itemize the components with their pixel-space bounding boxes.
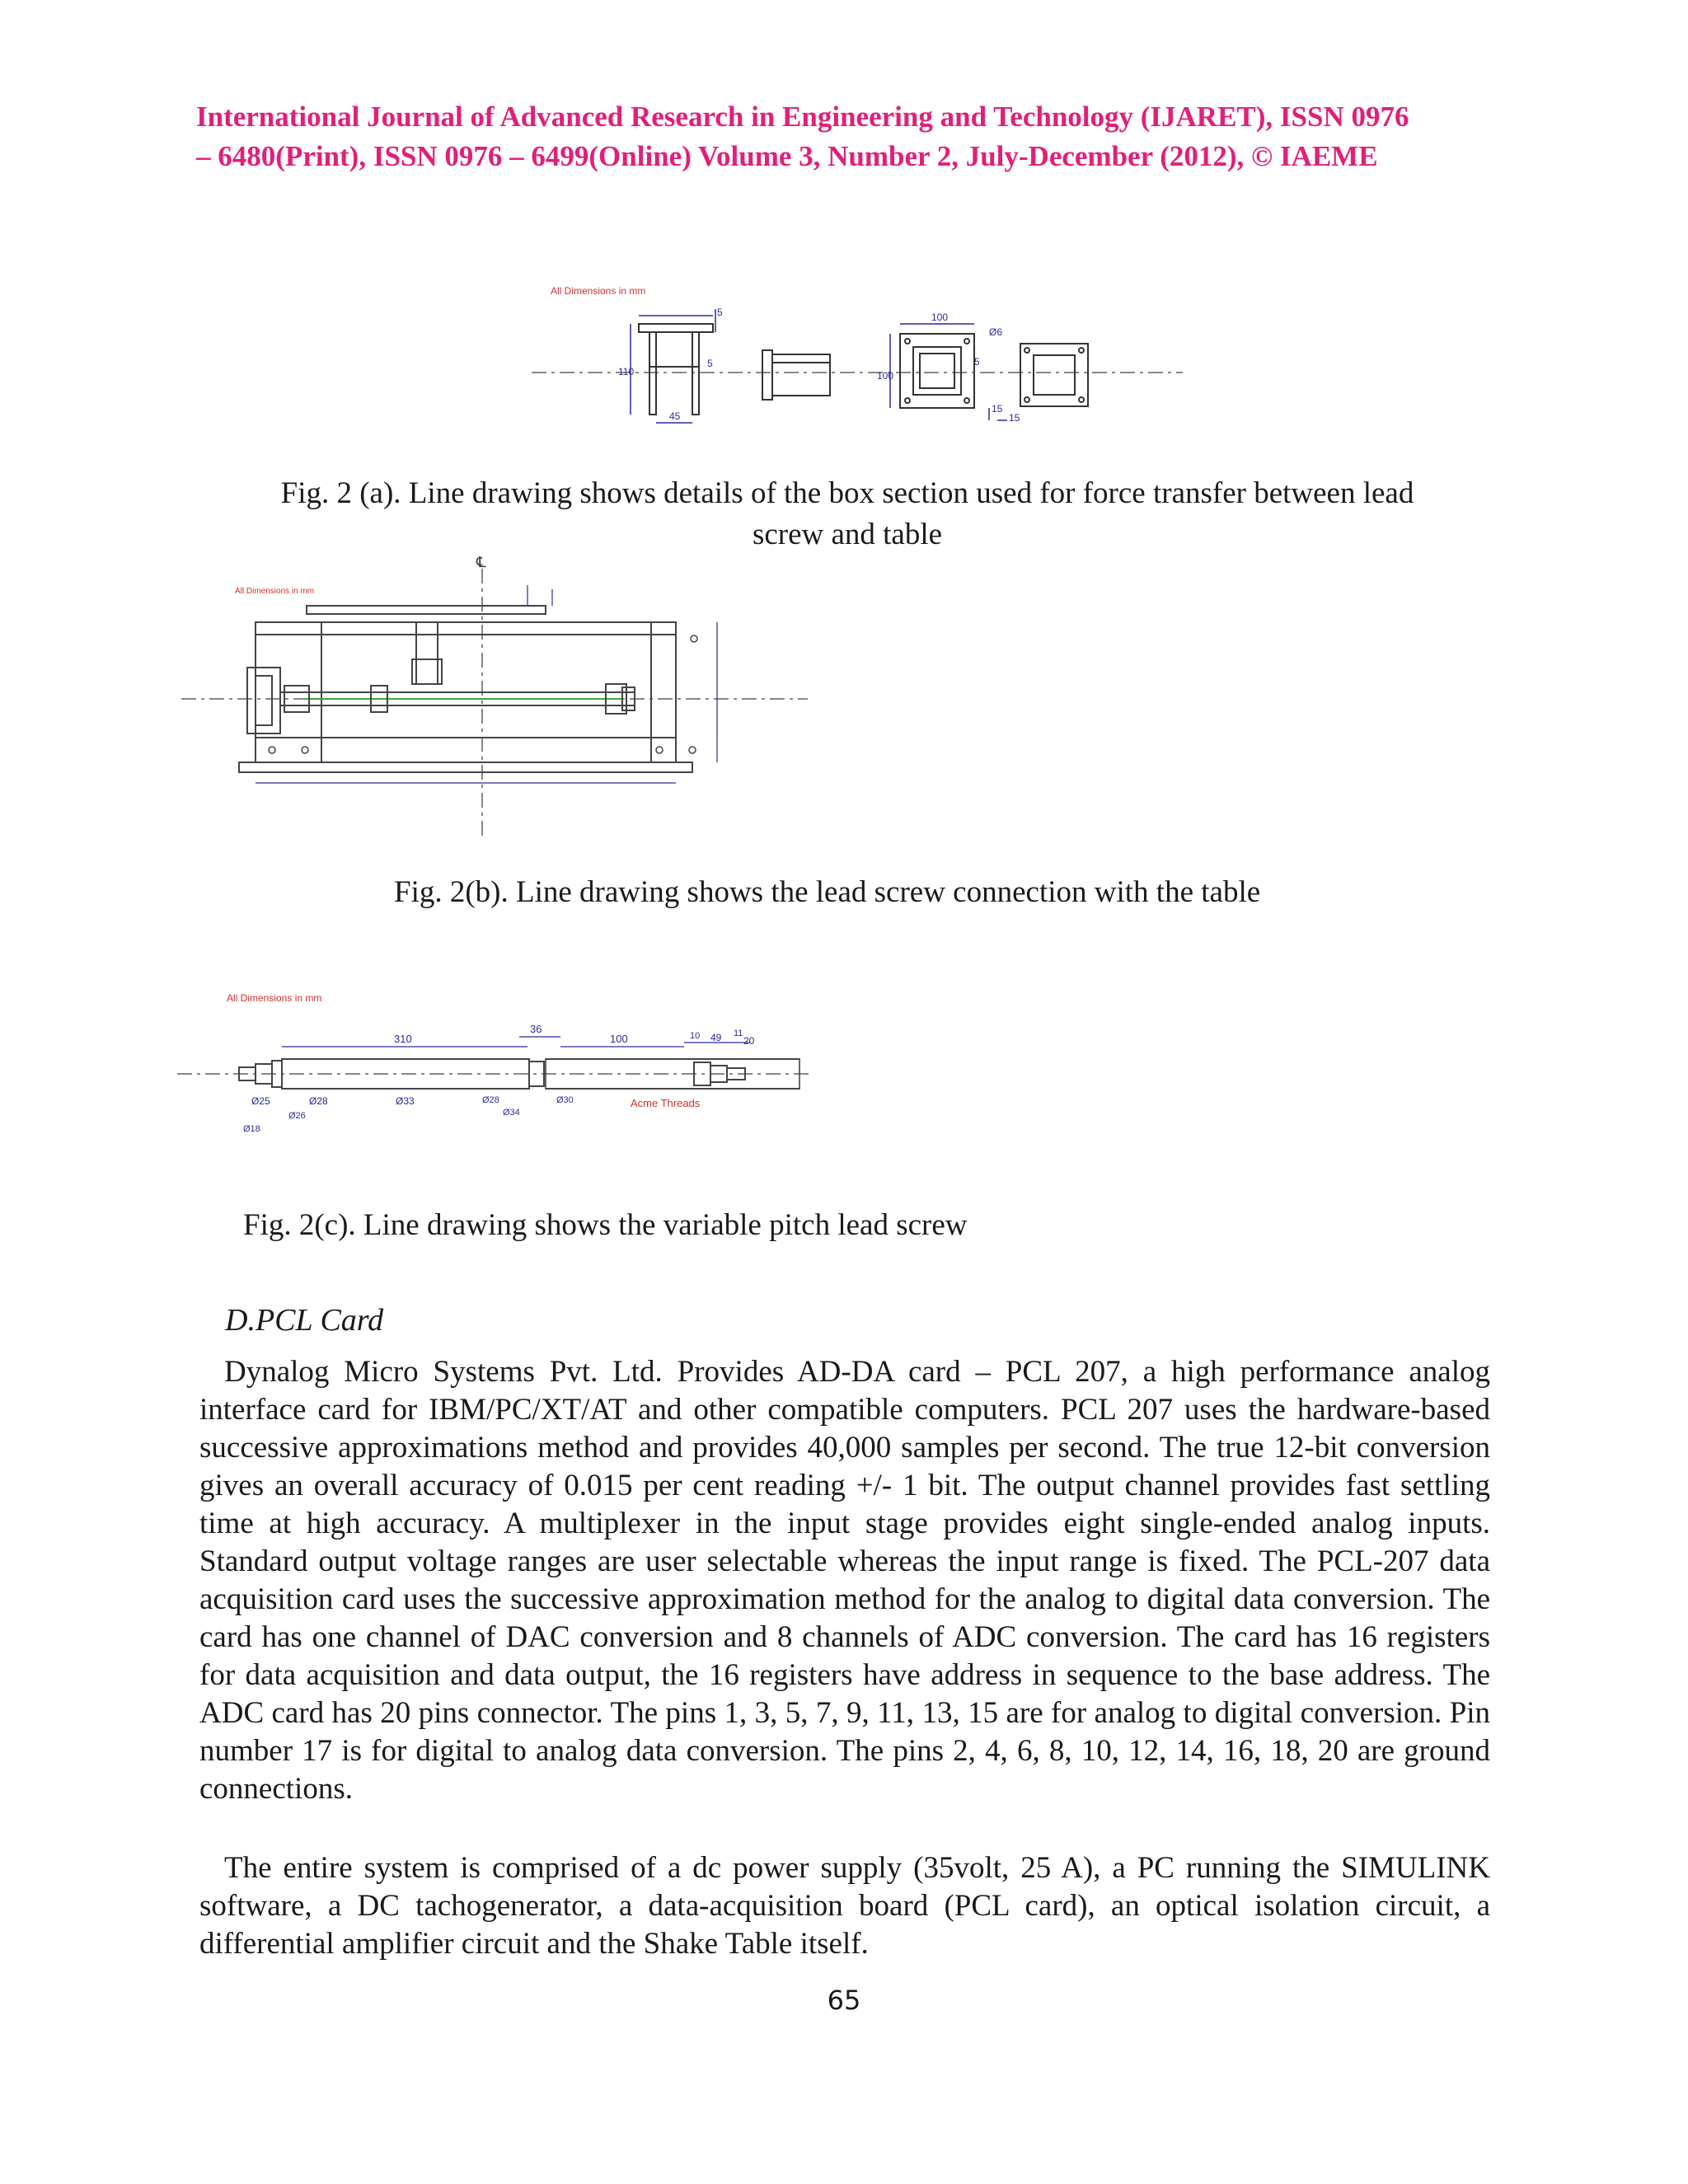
- fig2a-dim: 15: [1009, 412, 1020, 424]
- fig2c-dim: Ø34: [503, 1108, 520, 1118]
- box-section-side-view: [639, 324, 713, 415]
- journal-header-line2: – 6480(Print), ISSN 0976 – 6499(Online) Volume 3, Number 2, July-December (2012), © IAEME: [196, 140, 1378, 172]
- section-heading: D.PCL Card: [225, 1303, 384, 1338]
- box-section-back-view: [1020, 344, 1088, 406]
- fig2a-dim: Ø6: [989, 326, 1003, 338]
- figure-2a-caption-line1: Fig. 2 (a). Line drawing shows details of the box section used for force transfer between lead: [280, 476, 1414, 510]
- fig2a-note: All Dimensions in mm: [551, 285, 646, 297]
- fig2c-dim: 20: [743, 1035, 755, 1047]
- fig2c-note: All Dimensions in mm: [227, 992, 322, 1004]
- fig2c-dim: 11: [734, 1029, 743, 1038]
- fig2c-dim: Ø26: [288, 1111, 306, 1121]
- figure-2b-drawing: [173, 544, 816, 857]
- journal-header: [196, 97, 1498, 176]
- fig2c-dim: 10: [690, 1031, 701, 1041]
- fig2c-dim: Ø28: [482, 1095, 499, 1105]
- box-section-tube-view: [762, 350, 830, 400]
- lead-screw-assembly: [280, 684, 635, 714]
- fig2a-dim: 5: [707, 358, 713, 369]
- figure-2c-drawing: [173, 985, 816, 1158]
- motor-block: [247, 668, 280, 733]
- fig2a-dim: 45: [669, 410, 681, 422]
- box-section-front-view: [900, 334, 974, 408]
- fig2c-dim: 100: [610, 1033, 628, 1045]
- fig2c-dim: Ø33: [396, 1095, 415, 1107]
- fig2a-dim: 5: [717, 307, 723, 318]
- fig2a-dim: 100: [877, 370, 894, 382]
- fig2c-dim: 36: [530, 1023, 542, 1035]
- fig2c-dim: 310: [394, 1033, 412, 1045]
- figure-2b-caption: Fig. 2(b). Line drawing shows the lead screw connection with the table: [394, 875, 1261, 909]
- acme-threads-label: Acme Threads: [631, 1097, 701, 1109]
- fig2c-dim: 49: [710, 1032, 722, 1043]
- body-paragraph: The entire system is comprised of a dc power supply (35volt, 25 A), a PC running the SIMULINK software, a DC tachogenerator, a data-acquisition board (PCL card), an optical isolation circuit, a differential amplifier circuit and the Shake Table itself.: [199, 1851, 1490, 1961]
- fig2c-dim: Ø18: [243, 1124, 260, 1134]
- journal-header-line1: International Journal of Advanced Research in Engineering and Technology (IJARET), ISSN 0976: [196, 101, 1409, 133]
- figure-2a-caption-line2: screw and table: [752, 518, 943, 551]
- fig2a-dim: 110: [618, 366, 635, 377]
- figure-2a-caption: [196, 473, 1498, 555]
- fig2a-dim: 5: [974, 356, 980, 368]
- body-paragraph: Dynalog Micro Systems Pvt. Ltd. Provides AD-DA card – PCL 207, a high performance analog interface card for IBM/PC/XT/AT and other compatible computers. PCL 207 uses the hardware-based successive approximations method and provides 40,000 samples per second. The true 12-bit conversion gives an overall accuracy of 0.015 per cent reading +/- 1 bit. The output channel provides fast settling time at high accuracy. A multiplexer in the input stage provides eight single-ended analog inputs. Standard output voltage ranges are user selectable whereas the input range is fixed. The PCL-207 data acquisition card uses the successive approximation method for the analog to digital data conversion. The card has one channel of DAC conversion and 8 channels of ADC conversion. The card has 16 registers for data acquisition and data output, the 16 registers have address in sequence to the base address. The ADC card has 20 pins connector. The pins 1, 3, 5, 7, 9, 11, 13, 15 are for analog to digital conversion. Pin number 17 is for digital to analog data conversion. The pins 2, 4, 6, 8, 10, 12, 14, 16, 18, 20 are ground connections.: [199, 1355, 1490, 1806]
- fig2c-dim: Ø28: [309, 1095, 328, 1107]
- fig2a-dim: 100: [931, 312, 949, 323]
- fig2b-note: All Dimensions in mm: [235, 587, 315, 596]
- fig2c-dim: Ø25: [251, 1095, 270, 1107]
- fig2c-dim: Ø30: [556, 1095, 574, 1105]
- fig2c-dimension-lines: [282, 1037, 750, 1047]
- page-number: 65: [827, 1985, 861, 2016]
- centerline-symbol-icon: ℄: [476, 554, 486, 570]
- figure-2a-drawing: [528, 276, 1187, 441]
- figure-2c-caption: Fig. 2(c). Line drawing shows the variable pitch lead screw: [243, 1208, 968, 1242]
- fig2a-dim: 15: [992, 403, 1003, 415]
